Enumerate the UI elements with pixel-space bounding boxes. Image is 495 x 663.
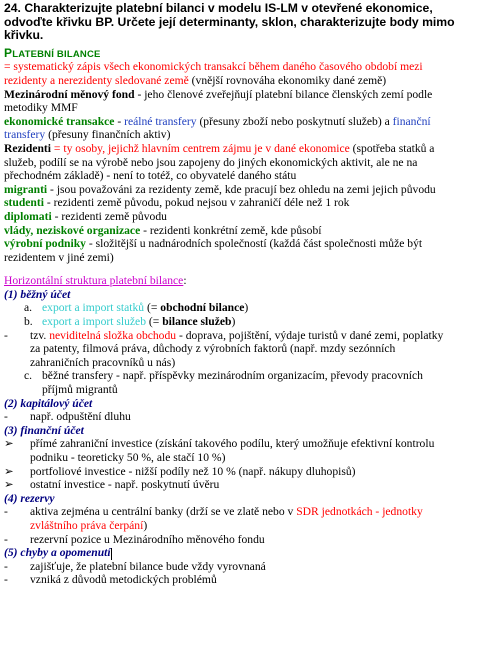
item-5-line-2: - vzniká z důvodů metodických problémů — [4, 573, 217, 587]
item-2-text: - např. odpuštění dluhu — [4, 410, 131, 424]
question-line-2: odvoďte křivku BP. Určete její determinanty, sklon, charakterizujte body mimo — [4, 14, 455, 29]
structure-title: Horizontální struktura platební bilance: — [4, 274, 187, 288]
item-5-line-1: - zajišťuje, že platební bilance bude vždy vyrovnaná — [4, 559, 266, 573]
group-podniky-line-2: rezidentem v jiné zemi) — [4, 250, 114, 264]
section-title: PLATEBNÍ BILANCE — [4, 45, 101, 60]
item-1-tzv-line-2: za patenty, filmová práva, důchody z výrobních faktorů (např. mzdy sezónních — [30, 342, 396, 356]
item-1b: b. export a import služeb (= bilance služeb) — [24, 315, 236, 329]
transactions-line-2: transfery (přesuny finančních aktiv) — [4, 128, 171, 142]
item-4-line-3: - rezervní pozice u Mezinárodního měnového fondu — [4, 532, 265, 546]
document-page — [4, 2, 495, 587]
item-1c: c. běžné transfery - např. příspěvky mezinárodním organizacím, převody pracovních — [24, 369, 423, 383]
item-1c-line-2: příjmů migrantů — [42, 383, 118, 397]
group-migranti: migranti - jsou považováni za rezidenty země, kde pracují bez ohledu na zemi jejich původu — [4, 182, 436, 196]
residents-line-2: služeb, podílí se na výrobě nebo jsou zapojeny do jiných ekonomických aktivit, ale ne na — [4, 155, 418, 169]
group-vlady: vlády, neziskové organizace - rezidenti konkrétní země, kde působí — [4, 223, 322, 237]
residents-line-3: přechodném základě) - není to totéž, co obyvatelé daného státu — [4, 169, 297, 183]
definition-line-1: = systematický zápis všech ekonomických transakcí během daného časového období mezi — [4, 60, 423, 74]
group-studenti: studenti - rezidenti země původu, pokud nejsou v zahraničí déle než 1 rok — [4, 196, 350, 210]
group-diplomati: diplomati - rezidenti země původu — [4, 209, 167, 223]
item-chyby: (5) chyby a opomenutí — [4, 546, 111, 560]
item-kapitalovy-ucet: (2) kapitálový účet — [4, 396, 93, 410]
item-rezervy: (4) rezervy — [4, 491, 55, 505]
transactions-line-1: ekonomické transakce - reálné transfery (přesuny zboží nebo poskytnutí služeb) a finanční — [4, 114, 431, 128]
item-4-line-1: - aktiva zejména u centrální banky (drží se ve zlatě nebo v SDR jednotkách - jednotky — [4, 505, 423, 519]
item-financni-ucet: (3) finanční účet — [4, 423, 84, 437]
definition-line-2: rezidenty a nerezidenty sledované země (vnější rovnováha ekonomiky dané země) — [4, 73, 387, 87]
item-1-tzv-line-3: zahraničních pracovníků u nás) — [30, 355, 176, 369]
item-3a-line-2: podniku - teoreticky 50 %, ale stačí 10 %) — [30, 451, 226, 464]
residents-line-1: Rezidenti = ty osoby, jejichž hlavním centrem zájmu je v dané ekonomice (spotřeba statků a — [4, 141, 435, 155]
item-4-line-2: zvláštního práva čerpání) — [30, 518, 148, 532]
group-podniky: výrobní podniky - složitější u nadnárodních společností (každá část společnosti může být — [4, 237, 423, 251]
item-3c: ➢ ostatní investice - např. poskytnutí úvěru — [4, 478, 220, 492]
question-line-1: 24. Charakterizujte platební bilanci v modelu IS-LM v otevřené ekonomice, — [4, 1, 433, 15]
item-3b: ➢ portfoliové investice - nižší podíly než 10 % (např. nákupy dluhopisů) — [4, 464, 356, 478]
item-3a: ➢ přímé zahraniční investice (získání takového podílu, který umožňuje efektivní kontrolu — [4, 437, 435, 451]
item-1a: a. export a import statků (= obchodní bilance) — [24, 301, 249, 315]
item-bezny-ucet: (1) běžný účet — [4, 287, 71, 301]
text-cursor — [111, 548, 112, 560]
mmf-line-2: metodiky MMF — [4, 101, 78, 115]
mmf-line-1: Mezinárodní měnový fond - jeho členové zveřejňují platební bilance členských zemí podle — [4, 87, 433, 101]
question-line-3: křivku. — [4, 28, 44, 43]
item-1-tzv: - tzv. neviditelná složka obchodu - doprava, pojištění, výdaje turistů v dané zemi, poplatky — [4, 328, 444, 342]
